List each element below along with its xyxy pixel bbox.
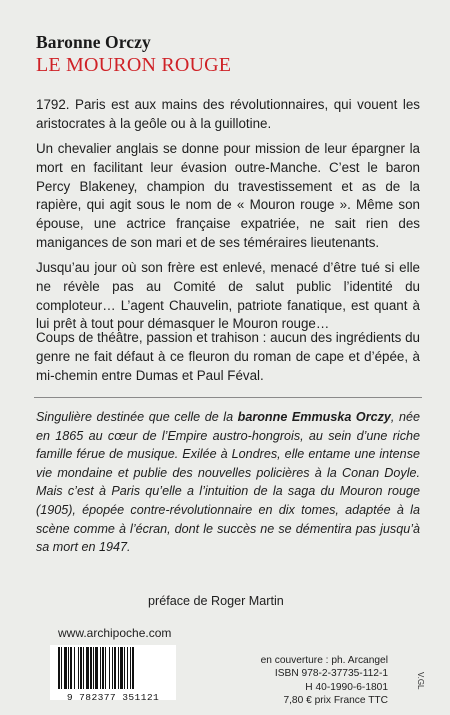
product-code: H 40-1990-6-1801	[305, 681, 388, 693]
bio-text-start: Singulière destinée que celle de la	[36, 410, 238, 424]
spine-code: V.GL	[416, 672, 425, 690]
price: 7,80 € prix France TTC	[283, 695, 388, 707]
bio-author-name: baronne Emmuska Orczy	[237, 410, 391, 424]
barcode-bars	[58, 647, 168, 691]
author-bio	[36, 408, 420, 557]
blurb-paragraph-4: Coups de théâtre, passion et trahison : aucun des ingrédients du genre ne fait défaut à ce fleuron du roman de cape et d’épée, à mi-chemin entre Dumas et Paul Féval.	[36, 330, 420, 383]
preface-credit: préface de Roger Martin	[148, 594, 284, 608]
barcode	[50, 645, 176, 703]
section-divider	[34, 397, 422, 398]
barcode-digits: 9 782377 351121	[66, 692, 160, 703]
cover-credit: en couverture : ph. Arcangel	[260, 655, 388, 666]
bio-text-end: , née en 1865 au cœur de l’Empire austro-hongrois, au sein d’une riche famille férue de musique. Exilée à Londres, elle entame une intense vie mondaine et publie des nouvelles policières à la Conan Doyle. Mais c’est à Paris qu’elle a l’intuition de la saga du Mouron rouge (1905), épopée contre-révolutionnaire en dix tomes, adaptée à la scène comme à l’écran, dont le succès ne se démentira pas jusqu’à sa mort en 1947.	[36, 410, 420, 555]
author-name: Baronne Orczy	[36, 32, 151, 52]
publisher-website: www.archipoche.com	[58, 626, 172, 640]
blurb-paragraph-2: Un chevalier anglais se donne pour mission de leur épargner la mort en facilitant leur évasion outre-Manche. C’est le baron Percy Blakeney, champion du travestissement et as de la rapière, qui agit sous le nom de « Mouron rouge ». Même son épouse, une actrice française expatriée, ne sait rien des manigances de son mari et de ses téméraires lieutenants.	[36, 141, 420, 250]
blurb-paragraph-1: 1792. Paris est aux mains des révolutionnaires, qui vouent les aristocrates à la geôle ou à la guillotine.	[36, 97, 420, 131]
credits-block	[261, 654, 388, 708]
isbn: ISBN 978-2-37735-112-1	[274, 668, 388, 680]
book-title: LE MOURON ROUGE	[36, 54, 232, 76]
blurb-paragraph-3: Jusqu’au jour où son frère est enlevé, menacé d’être tué si elle ne révèle pas au Comité de salut public l’identité du comploteur… L’agent Chauvelin, patriote fanatique, est quant à lui prêt à tout pour démasquer le Mouron rouge…	[36, 260, 420, 332]
